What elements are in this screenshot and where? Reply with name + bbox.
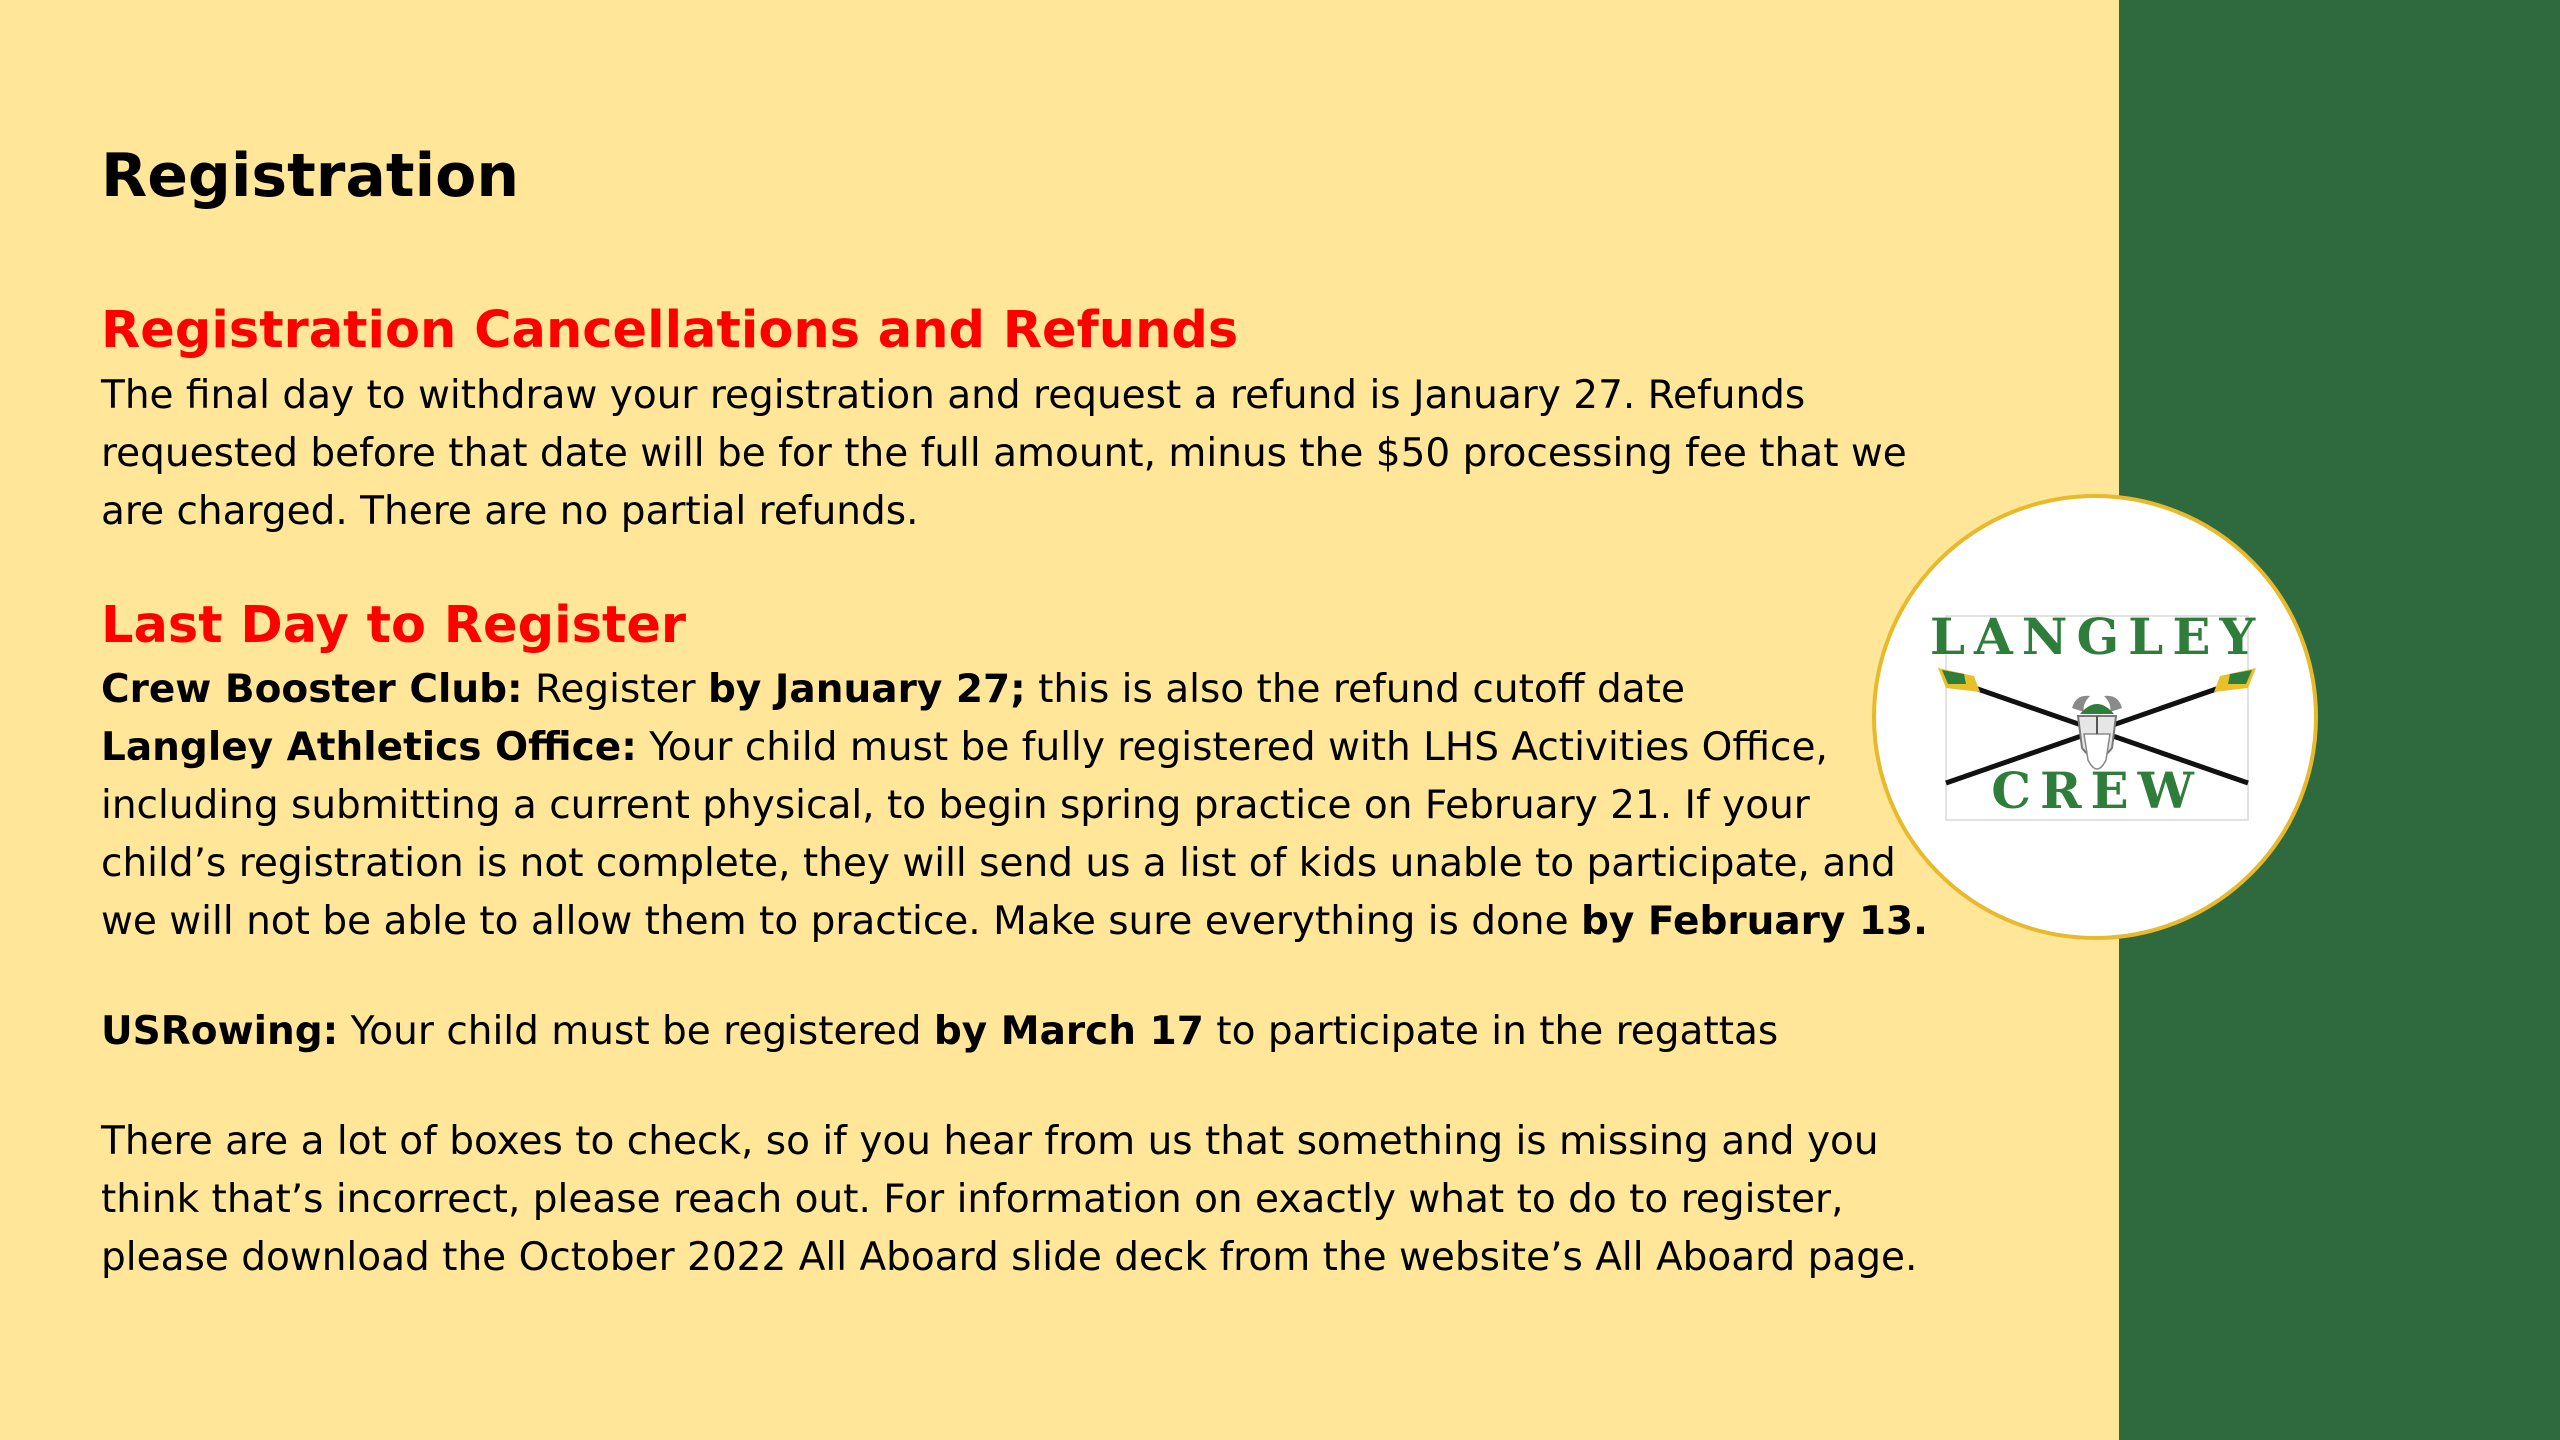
logo-graphic: [1876, 498, 2314, 936]
crew-booster-deadline: by January 27;: [708, 667, 1026, 713]
logo-top-text: LANGLEY: [1929, 607, 2265, 666]
crew-booster-text-1: Register: [522, 667, 708, 713]
usrowing-deadline: by March 17: [933, 1009, 1204, 1055]
athletics-office-text: Your child must be fully registered with LHS Activities Office, including submitting a current physical, to begin spring practice on February 21. If your child’s registration is not complete, they will send us a list of kids unable to participate, and we will not be able to allow them to practice. Make sure everything is done: [101, 725, 1896, 945]
refunds-body: The final day to withdraw your registration and request a refund is January 27. Refunds requested before that date will be for the full amount, minus the $50 processing fee that we are charged. There are no partial refunds.: [101, 372, 1907, 534]
crew-booster-label: Crew Booster Club:: [101, 667, 523, 713]
usrowing-label: USRowing:: [101, 1009, 339, 1055]
crew-booster-text-2: this is also the refund cutoff date: [1025, 667, 1685, 713]
closing-paragraph: There are a lot of boxes to check, so if you hear from us that something is missing and you think that’s incorrect, please reach out. For information on exactly what to do to register, please download the October 2022 All Aboard slide deck from the website’s All Aboard page.: [101, 1119, 1918, 1281]
athletics-office-label: Langley Athletics Office:: [101, 725, 637, 771]
usrowing-line: [101, 1003, 1931, 1061]
usrowing-text-2: to participate in the regattas: [1203, 1009, 1779, 1055]
last-day-heading: Last Day to Register: [101, 595, 687, 655]
crew-booster-line: [101, 661, 1931, 719]
viking-icon: [2072, 696, 2122, 769]
athletics-office-deadline: by February 13.: [1581, 899, 1928, 945]
usrowing-text-1: Your child must be registered: [338, 1009, 934, 1055]
slide-title: Registration: [101, 141, 520, 211]
athletics-office-line: [101, 719, 1931, 951]
langley-crew-logo: [1872, 494, 2318, 940]
slide-content: [101, 140, 1931, 1287]
logo-bottom-text: CREW: [1991, 761, 2203, 820]
refunds-heading: Registration Cancellations and Refunds: [101, 301, 1239, 360]
